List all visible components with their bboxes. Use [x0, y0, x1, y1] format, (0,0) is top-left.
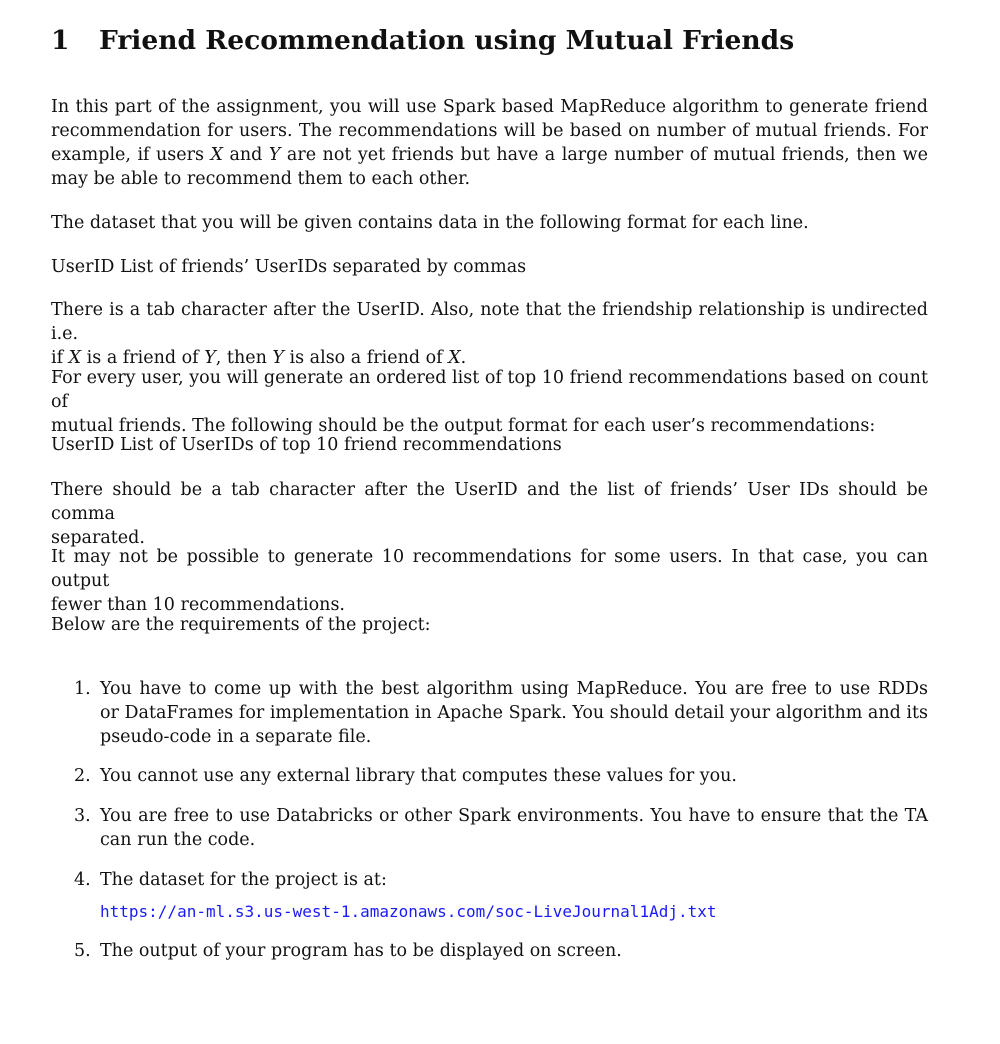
- list-marker: 4.: [74, 870, 91, 890]
- math-y: Y: [272, 348, 284, 368]
- list-marker: 3.: [74, 806, 91, 826]
- math-x: X: [448, 348, 461, 368]
- text-line: fewer than 10 recommendations.: [51, 595, 345, 615]
- dataset-url-link[interactable]: https://an-ml.s3.us-west-1.amazonaws.com/soc-LiveJournal1Adj.txt: [100, 902, 717, 921]
- dataset-paragraph: The dataset that you will be given contains data in the following format for each line.: [51, 213, 809, 233]
- intro-paragraph: [51, 95, 928, 191]
- text-line: It may not be possible to generate 10 recommendations for some users. In that case, you can output: [51, 547, 928, 591]
- math-y: Y: [204, 348, 216, 368]
- section-heading: [51, 24, 794, 58]
- math-y: Y: [268, 145, 281, 165]
- text-line: There should be a tab character after the UserID and the list of friends’ User IDs should be comma: [51, 480, 928, 524]
- text-line: example, if users X and Y are not yet friends but have a large number of mutual friends, then we: [51, 145, 928, 165]
- list-marker: 2.: [74, 766, 91, 786]
- section-number: 1: [51, 25, 70, 56]
- input-format-line: UserID List of friends’ UserIDs separated by commas: [51, 257, 527, 277]
- output-format-line: UserID List of UserIDs of top 10 friend recommendations: [51, 435, 562, 455]
- list-item-body: The dataset for the project is at: https://an-ml.s3.us-west-1.amazonaws.com/soc-LiveJournal1Adj.txt: [100, 868, 928, 924]
- list-item-body: You have to come up with the best algorithm using MapReduce. You are free to use RDDs or DataFrames for implementation in Apache Spark. You should detail your algorithm and its pseudo-code in a separate file.: [100, 679, 928, 747]
- tab-note-paragraph: [51, 298, 928, 370]
- list-marker: 5.: [74, 941, 91, 961]
- math-x: X: [210, 145, 223, 165]
- requirements-intro: Below are the requirements of the project:: [51, 615, 431, 635]
- text-line: In this part of the assignment, you will use Spark based MapReduce algorithm to generate friend: [51, 97, 928, 117]
- output-intro-paragraph: [51, 366, 928, 438]
- output-note-paragraph: [51, 478, 928, 550]
- math-x: X: [68, 348, 82, 368]
- fewer-note-paragraph: [51, 545, 928, 617]
- list-marker: 1.: [74, 679, 91, 699]
- text-line: recommendation for users. The recommendations will be based on number of mutual friends. For: [51, 121, 928, 141]
- text-line: separated.: [51, 528, 145, 548]
- text-line: if X is a friend of Y, then Y is also a friend of X.: [51, 348, 467, 368]
- list-item-body: You are free to use Databricks or other Spark environments. You have to ensure that the TA can run the code.: [100, 806, 928, 850]
- text-line: may be able to recommend them to each other.: [51, 169, 471, 189]
- text-line: mutual friends. The following should be the output format for each user’s recommendations:: [51, 416, 876, 436]
- list-item-body: The output of your program has to be displayed on screen.: [100, 941, 622, 961]
- section-title: Friend Recommendation using Mutual Friends: [99, 25, 795, 56]
- text-line: For every user, you will generate an ordered list of top 10 friend recommendations based on count of: [51, 368, 928, 412]
- text-line: There is a tab character after the UserID. Also, note that the friendship relationship is undirected i.e.: [51, 300, 928, 344]
- list-item-body: You cannot use any external library that computes these values for you.: [100, 766, 737, 786]
